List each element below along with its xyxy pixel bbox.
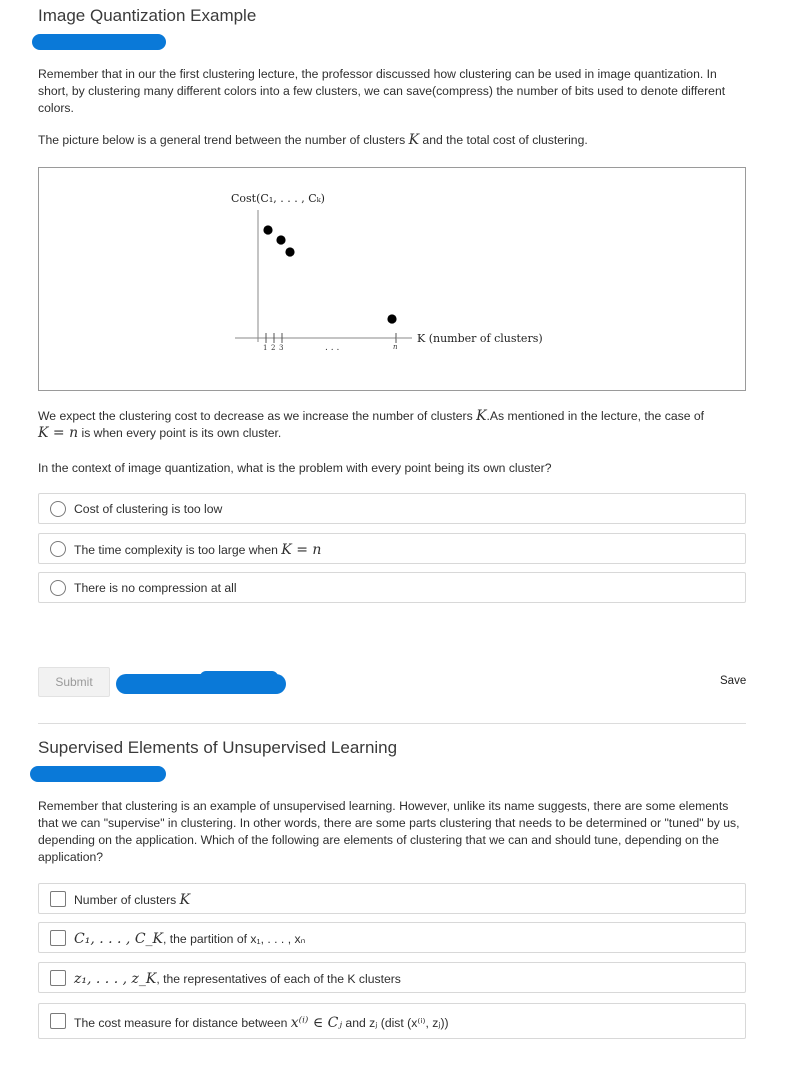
section2-intro-paragraph: Remember that clustering is an example of unsupervised learning. However, unlike its name suggests, there are some elements that we can "supervise" in clustering. In other words, there are some parts clustering that needs to be determined or "tuned" by us, depending on the application. Which of the following are elements of clustering that we can and should tune, depending on the application? — [38, 799, 740, 864]
radio-option-cost-too-low[interactable] — [38, 493, 746, 524]
question-text: In the context of image quantization, what is the problem with every point being its own cluster? — [38, 461, 552, 475]
cost-vs-k-figure — [38, 167, 746, 391]
expect-text-post: is when every point is its own cluster. — [78, 426, 282, 440]
trend-math-k: K — [408, 132, 420, 148]
option-label: There is no compression at all — [74, 581, 237, 595]
checkbox[interactable] — [50, 1013, 66, 1029]
tick-label-1: 1 — [263, 344, 268, 352]
option-text: Number of clusters — [74, 893, 180, 907]
plot-ylabel: Cost(C₁, . . . , Cₖ) — [231, 192, 325, 205]
tick-label-3: 3 — [279, 344, 284, 352]
option-text-post: , the partition of x₁, . . . , xₙ — [163, 932, 306, 946]
option-text-post: , the representatives of each of the K clusters — [156, 972, 401, 986]
section-title-supervised-elements: Supervised Elements of Unsupervised Learning — [38, 738, 398, 757]
expect-text-mid: .As mentioned in the lecture, the case of — [486, 409, 705, 423]
option-math: z₁, . . . , z_K — [74, 971, 157, 987]
tick-ellipsis: . . . — [325, 343, 340, 353]
option-label — [74, 1015, 449, 1031]
radio-option-time-complexity[interactable] — [38, 533, 746, 564]
option-math: C₁, . . . , C_K — [74, 931, 163, 947]
checkbox-option-num-clusters[interactable] — [38, 883, 746, 914]
intro-paragraph: Remember that in our the first clustering lecture, the professor discussed how clustering can be used in image quantization. In short, by clustering many different colors into a few clusters, we can save(compress) the number of bits used to denote different colors. — [38, 67, 726, 115]
option-text: The time complexity is too large when — [74, 543, 282, 557]
option-label: Cost of clustering is too low — [74, 502, 223, 516]
data-point-k2 — [276, 235, 285, 244]
radio-button[interactable] — [50, 541, 66, 557]
option-math: x⁽ⁱ⁾ ∈ Cⱼ — [290, 1015, 343, 1031]
option-math: K — [179, 892, 191, 908]
option-label — [74, 542, 321, 558]
expect-math-k: K — [476, 408, 487, 424]
radio-button[interactable] — [50, 501, 66, 517]
save-link[interactable]: Save — [720, 675, 747, 687]
option-text: The cost measure for distance between — [74, 1016, 291, 1030]
redacted-points-bar-2 — [30, 766, 166, 782]
cost-trend-plot — [39, 168, 747, 392]
option-text-post: and zⱼ (dist (x⁽ⁱ⁾, zⱼ)) — [342, 1016, 449, 1030]
section-title-image-quantization: Image Quantization Example — [38, 6, 257, 25]
trend-text-post: and the total cost of clustering. — [419, 133, 588, 147]
option-label — [74, 892, 190, 908]
plot-xlabel: K (number of clusters) — [417, 332, 543, 345]
radio-option-no-compression[interactable] — [38, 572, 746, 603]
data-point-kn — [387, 314, 396, 323]
trend-sentence — [38, 132, 750, 149]
checkbox[interactable] — [50, 930, 66, 946]
expect-text-pre: We expect the clustering cost to decrease as we increase the number of clusters — [38, 409, 477, 423]
submit-button[interactable]: Submit — [38, 667, 110, 697]
expect-math-eq: K = n — [38, 425, 79, 441]
option-math: K = n — [281, 542, 322, 558]
option-label — [74, 931, 305, 947]
option-label — [74, 971, 401, 987]
checkbox-option-partition[interactable] — [38, 922, 746, 953]
checkbox[interactable] — [50, 970, 66, 986]
section-divider — [38, 723, 746, 724]
checkbox-option-representatives[interactable] — [38, 962, 746, 993]
data-point-k3 — [285, 247, 294, 256]
tick-label-2: 2 — [271, 344, 276, 352]
checkbox-option-cost-measure[interactable] — [38, 1003, 746, 1039]
redacted-attempts-bar-overlap — [200, 671, 278, 683]
radio-button[interactable] — [50, 580, 66, 596]
trend-text-pre: The picture below is a general trend between the number of clusters — [38, 133, 409, 147]
checkbox[interactable] — [50, 891, 66, 907]
redacted-points-bar — [32, 34, 166, 50]
tick-label-n: n — [393, 343, 398, 351]
expectation-paragraph — [38, 408, 750, 442]
data-point-k1 — [263, 225, 272, 234]
